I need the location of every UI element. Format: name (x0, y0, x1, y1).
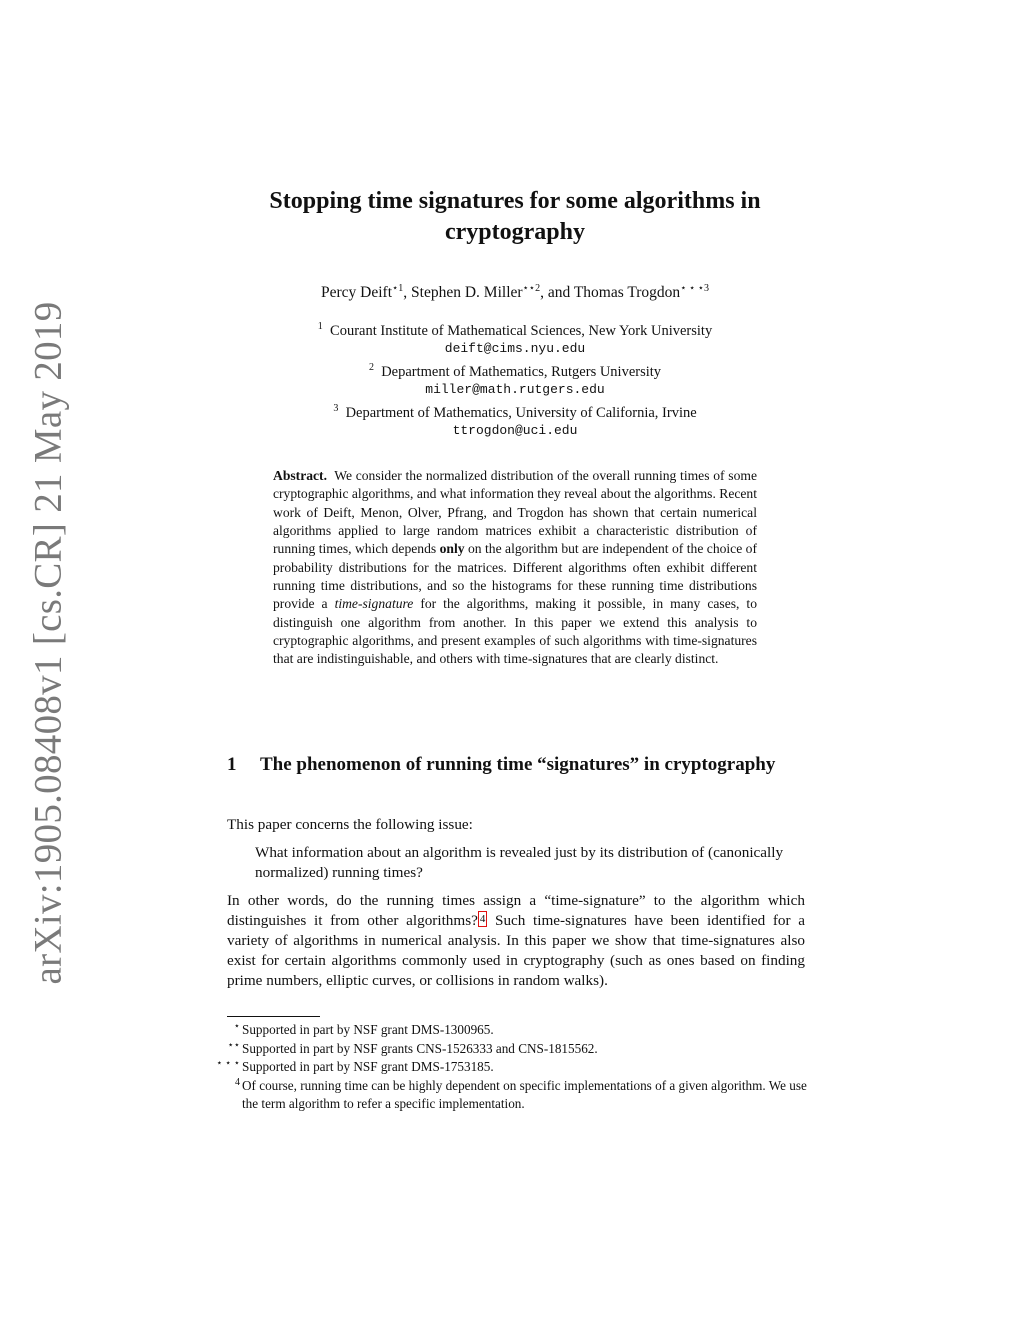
footnote-divider (227, 1016, 320, 1017)
quoted-question: What information about an algorithm is revealed just by its distribution of (canonically normalized) running times? (255, 844, 784, 881)
abstract-text: on the algorithm but are independent of the choice of probability distributions for the matrices. Different algorithms often exhibit different running time distributions, and so the histograms for these running time distributions provide a (273, 541, 757, 612)
section-heading (227, 753, 807, 777)
abstract-text: We consider the normalized distribution of the overall running times of some cryptographic algorithms, and what information they reveal about the algorithms. Recent work of Deift, Menon, Olver, Pfrang, and Trogdon has shown that certain numerical algorithms applied to large random matrices exhibit a characteristic distribution of running times, which depends (273, 468, 757, 557)
footnote-mark: ⋆ ⋆ ⋆ (216, 1058, 240, 1069)
section-title: The phenomenon of running time “signatures” in cryptography (260, 754, 776, 775)
affiliation-number: 3 (333, 402, 339, 414)
footnote-text: Supported in part by NSF grant DMS-1753185. (242, 1059, 494, 1074)
footnotes (205, 1021, 810, 1114)
abstract-label: Abstract. (273, 468, 327, 483)
abstract-text: for the algorithms, making it possible, in many cases, to distinguish one algorithm from another. In this paper we extend this analysis to cryptographic algorithms, and present examples of such algorithms with time-signatures that are indistinguishable, and others with time-signatures that are clearly distinct. (273, 596, 757, 667)
section-number: 1 (227, 754, 237, 775)
author-separator: , and (540, 284, 574, 302)
footnote-link[interactable]: 4 (479, 913, 486, 925)
affiliation-email[interactable]: miller@math.rutgers.edu (425, 382, 605, 398)
author-marker: ⋆1 (392, 283, 404, 294)
affiliation-email[interactable]: deift@cims.nyu.edu (444, 341, 586, 357)
footnote-text: Supported in part by NSF grants CNS-1526333 and CNS-1815562. (242, 1040, 598, 1056)
author-list: Percy Deift$^{⋆1}$, Stephen D. Miller$^{⋆⋆2}$, and Thomas Trogdon$^{⋆ ⋆ ⋆3}$ (321, 283, 709, 302)
author-name: Thomas Trogdon (573, 284, 681, 302)
author-name: Stephen D. Miller (411, 284, 523, 302)
affiliation (200, 359, 830, 381)
paper-title: Stopping time signatures for some algorithms in cryptography (269, 188, 761, 245)
paragraph: This paper concerns the following issue: (227, 816, 473, 833)
footnote-text: Supported in part by NSF grant DMS-1300965. (242, 1022, 494, 1037)
affiliation-name: Department of Mathematics, Rutgers University (381, 363, 662, 380)
affiliations (200, 318, 830, 440)
footnote (205, 1040, 810, 1059)
paragraph (227, 891, 805, 991)
footnote (205, 1077, 810, 1114)
author-marker: ⋆⋆2 (522, 283, 541, 294)
footnote (205, 1058, 810, 1077)
affiliation-name: Courant Institute of Mathematical Sciences, New York University (330, 322, 713, 339)
arxiv-stamp (26, 300, 70, 985)
paragraph-text: Such time-signatures have been identified for a variety of algorithms in numerical analysis. In this paper we show that time-signatures also exist for certain algorithms commonly used in cryptography (such as ones based on finding prime numbers, elliptic curves, or collisions in random walks). (227, 912, 805, 989)
arxiv-id: arXiv:1905.08408v1 [cs.CR] 21 May 2019 (26, 300, 70, 985)
affiliation (200, 318, 830, 340)
footnote (205, 1021, 810, 1040)
affiliation (200, 400, 830, 422)
abstract-emphasis: only (439, 541, 465, 557)
abstract (273, 467, 757, 669)
footnote-mark: 4 (235, 1076, 240, 1088)
affiliation-name: Department of Mathematics, University of California, Irvine (345, 404, 697, 421)
footnote-text: Of course, running time can be highly dependent on specific implementations of a given algorithm. We use the term algorithm to refer a specific implementation. (242, 1077, 807, 1111)
affiliation-email[interactable]: ttrogdon@uci.edu (452, 422, 578, 438)
author-marker: ⋆ ⋆ ⋆3 (680, 283, 709, 294)
author-name: Percy Deift (321, 284, 393, 302)
affiliation-number: 1 (317, 321, 323, 332)
footnote-mark: ⋆ (233, 1021, 240, 1032)
abstract-term: time-signature (334, 596, 414, 612)
footnote-mark: ⋆⋆ (227, 1039, 240, 1051)
affiliation-number: 2 (368, 361, 374, 373)
paragraph-text: In other words, do the running times assign a “time-signature” to the algorithm which distinguishes it from other algorithms? (227, 892, 805, 929)
